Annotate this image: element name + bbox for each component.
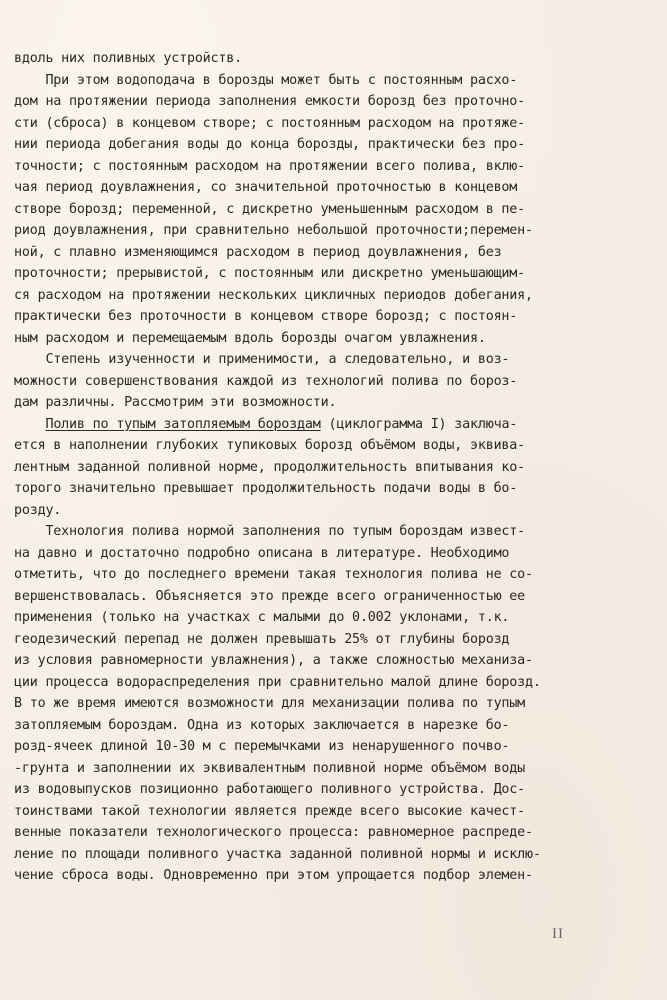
text-line: вершенствовалась. Объясняется это прежде всего ограниченностью ее bbox=[14, 588, 526, 604]
text-line: Степень изученности и применимости, а следовательно, и воз- bbox=[14, 352, 510, 367]
text-line: можности совершенствования каждой из технологий полива по бороз- bbox=[14, 373, 518, 389]
text-line: затопляемым бороздам. Одна из которых заключается в нарезке бо- bbox=[14, 717, 510, 733]
text-line: из условия равномерности увлажнения), а также сложностью механиза- bbox=[14, 653, 533, 668]
text-line: ление по площади поливного участка заданной поливной нормы и исклю- bbox=[14, 846, 541, 862]
text-line: отметить, что до последнего времени такая технология полива не со- bbox=[14, 567, 533, 582]
text-line: торого значительно превышает продолжительность подачи воды в бо- bbox=[14, 481, 518, 496]
text-line: При этом водоподача в борозды может быть с постоянным расхо- bbox=[14, 72, 518, 88]
text-line: венные показатели технологического процесса: равномерное распреде- bbox=[14, 825, 533, 840]
text-line: риод доувлажнения, при сравнительно небольшой проточности;перемен- bbox=[14, 223, 533, 238]
body-text bbox=[14, 48, 574, 887]
line-indent bbox=[14, 417, 45, 432]
text-line: нии периода добегания воды до конца борозды, практически без про- bbox=[14, 137, 526, 152]
text-line: Технология полива нормой заполнения по тупым бороздам извест- bbox=[14, 524, 526, 539]
text-line: чая период доувлажнения, со значительной проточностью в концевом bbox=[14, 180, 518, 195]
text-line: дом на протяжении периода заполнения емкости борозд без проточно- bbox=[14, 94, 526, 109]
text-line: створе борозд; переменной, с дискретно уменьшенным расходом в пе- bbox=[14, 201, 526, 217]
text-line: тоинствами такой технологии является прежде всего высокие качест- bbox=[14, 803, 526, 819]
line-text: (циклограмма I) заключа- bbox=[320, 416, 518, 432]
text-line: вдоль них поливных устройств. bbox=[14, 51, 242, 66]
text-line: лентным заданной поливной норме, продолжительность впитывания ко- bbox=[14, 459, 526, 475]
text-line: ции процесса водораспределения при сравнительно малой длине борозд. bbox=[14, 674, 541, 690]
text-line bbox=[14, 414, 574, 436]
text-line: розд-ячеек длиной 10-30 м с перемычками из ненарушенного почво- bbox=[14, 739, 510, 754]
text-line: ется в наполнении глубоких тупиковых борозд объёмом воды, эквива- bbox=[14, 438, 526, 453]
text-line: розду. bbox=[14, 502, 62, 518]
text-line: сти (сброса) в концевом створе; с постоянным расходом на протяже- bbox=[14, 115, 526, 131]
text-line: чение сброса воды. Одновременно при этом упрощается подбор элемен- bbox=[14, 868, 533, 883]
text-line: практически без проточности в концевом створе борозд; с постоян- bbox=[14, 309, 518, 324]
text-line: на давно и достаточно подробно описана в литературе. Необходимо bbox=[14, 545, 510, 561]
text-line: -грунта и заполнении их эквивалентным поливной норме объёмом воды bbox=[14, 760, 526, 776]
underlined-heading: Полив по тупым затопляемым бороздам bbox=[45, 416, 321, 432]
text-line: геодезический перепад не должен превышать 25% от глубины борозд bbox=[14, 631, 510, 647]
page-number: II bbox=[552, 926, 564, 942]
text-line: ся расходом на протяжении нескольких цикличных периодов добегания, bbox=[14, 287, 533, 303]
text-line: точности; с постоянным расходом на протяжении всего полива, вклю- bbox=[14, 158, 526, 174]
text-line: ной, с плавно изменяющимся расходом в период доувлажнения, без bbox=[14, 244, 502, 260]
text-line: дам различны. Рассмотрим эти возможности. bbox=[14, 395, 337, 410]
text-line: В то же время имеются возможности для механизации полива по тупым bbox=[14, 696, 526, 711]
text-line: применения (только на участках с малыми до 0.002 уклонами, т.к. bbox=[14, 610, 510, 625]
text-line: ным расходом и перемещаемым вдоль борозды очагом увлажнения. bbox=[14, 330, 486, 346]
text-line: из водовыпусков позиционно работающего поливного устройства. Дос- bbox=[14, 782, 526, 797]
text-line: проточности; прерывистой, с постоянным или дискретно уменьшающим- bbox=[14, 266, 526, 281]
